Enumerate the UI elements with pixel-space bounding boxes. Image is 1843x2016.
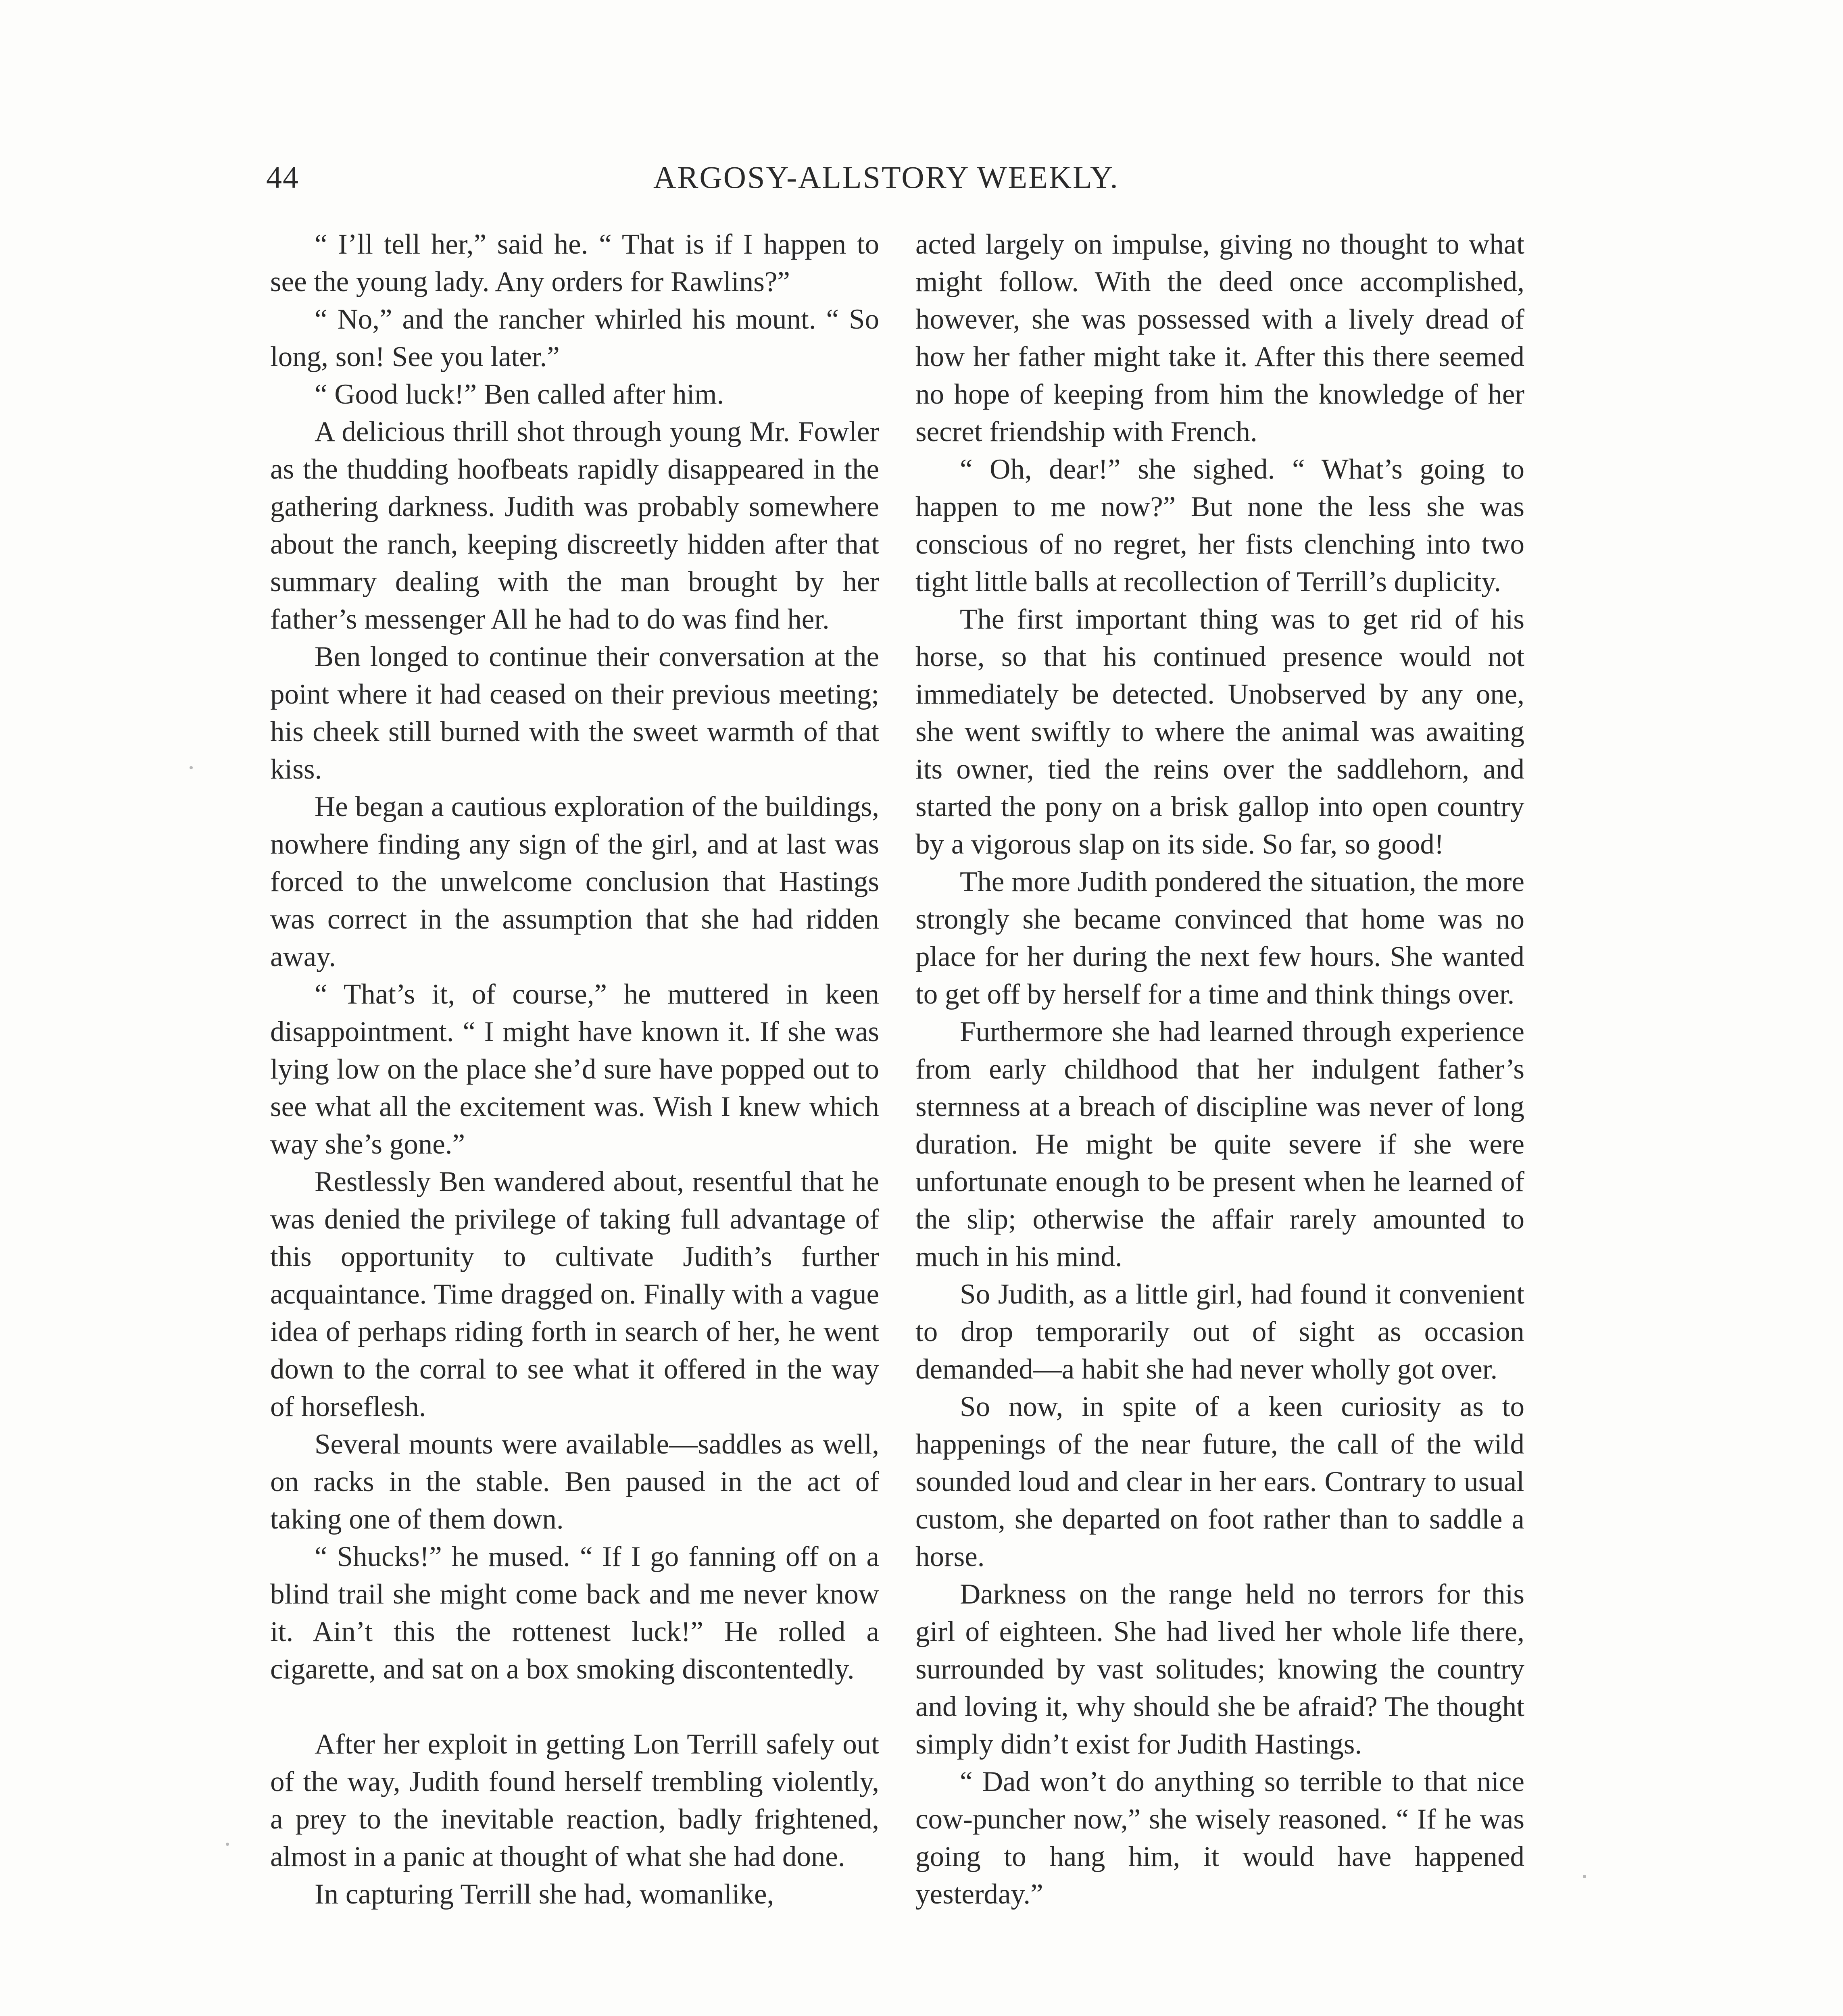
paragraph: So now, in spite of a keen curiosity as to happenings of the near future, the call of the wild sounded loud and clear in her ears. Contrary to usual custom, she departed on foot rather than to saddle a horse. [915,1391,1524,1572]
paragraph: “ That’s it, of course,” he muttered in keen disappointment. “ I might have known it. If she was lying low on the place she’d sure have popped out to see what all the excitement was. Wish I knew which way she’s gone.” [270,979,879,1160]
paragraph: Restlessly Ben wandered about, resentful that he was denied the privilege of taking full advantage of this opportunity to cultivate Judith’s further acquaintance. Time dragged on. Finally with a vague idea of perhaps riding forth in search of her, he went down to the corral to see what it offered in the way of horseflesh. [270,1166,879,1422]
paragraph: The more Judith pondered the situation, the more strongly she became convinced that home was no place for her during the next few hours. She wanted to get off by herself for a time and think things over. [915,866,1524,1010]
paragraph: Furthermore she had learned through experience from early childhood that her indulgent father’s sternness at a breach of discipline was never of long duration. He might be quite severe if she were unfortunate enough to be present when he learned of the slip; otherwise the affair rarely amounted to much in his mind. [915,1016,1524,1272]
left-text-column [270,226,879,1913]
paragraph: “ Dad won’t do anything so terrible to that nice cow-puncher now,” she wisely reasoned. “ If he was going to hang him, it would have happened yesterday.” [915,1766,1524,1910]
paragraph: So Judith, as a little girl, had found it convenient to drop temporarily out of sight as occasion demanded—a habit she had never wholly got over. [915,1279,1524,1385]
paragraph: “ Shucks!” he mused. “ If I go fanning off on a blind trail she might come back and me never know it. Ain’t this the rottenest luck!” He rolled a cigarette, and sat on a box smoking discontentedly. [270,1541,879,1685]
paragraph: After her exploit in getting Lon Terrill safely out of the way, Judith found herself trembling violently, a prey to the inevitable reaction, badly frightened, almost in a panic at thought of what she had done. [270,1729,879,1872]
paper-speck [1583,1875,1586,1878]
paragraph: “ No,” and the rancher whirled his mount. “ So long, son! See you later.” [270,304,879,373]
paragraph: “ Good luck!” Ben called after him. [315,379,724,410]
page-header [266,159,1565,204]
page-number: 44 [266,160,299,195]
paragraph: “ Oh, dear!” she sighed. “ What’s going to happen to me now?” But none the less she was conscious of no regret, her fists clenching into two tight little balls at recollection of Terrill’s duplicity. [915,454,1524,598]
running-head: ARGOSY-ALLSTORY WEEKLY. [653,160,1119,195]
paragraph: In capturing Terrill she had, womanlike, [315,1879,774,1910]
paragraph: A delicious thrill shot through young Mr. Fowler as the thudding hoofbeats rapidly disappeared in the gathering darkness. Judith was probably somewhere about the ranch, keeping discreetly hidden after that summary dealing with the man brought by her father’s messenger All he had to do was find her. [270,416,879,635]
right-text-column [915,226,1524,1913]
paragraph: Several mounts were available—saddles as well, on racks in the stable. Ben paused in the act of taking one of them down. [270,1429,879,1535]
paper-speck [190,766,193,769]
paragraph: Ben longed to continue their conversation at the point where it had ceased on their previous meeting; his cheek still burned with the sweet warmth of that kiss. [270,641,879,785]
paragraph: He began a cautious exploration of the buildings, nowhere finding any sign of the girl, and at last was forced to the unwelcome conclusion that Hastings was correct in the assumption that she had ridden away. [270,791,879,973]
paragraph: The first important thing was to get rid of his horse, so that his continued presence would not immediately be detected. Unobserved by any one, she went swiftly to where the animal was awaiting its owner, tied the reins over the saddlehorn, and started the pony on a brisk gallop into open country by a vigorous slap on its side. So far, so good! [915,604,1524,860]
paragraph: “ I’ll tell her,” said he. “ That is if I happen to see the young lady. Any orders for Rawlins?” [270,229,879,298]
paper-speck [226,1843,229,1846]
paragraph: Darkness on the range held no terrors for this girl of eighteen. She had lived her whole life there, surrounded by vast solitudes; knowing the country and loving it, why should she be afraid? The thought simply didn’t exist for Judith Hastings. [915,1579,1524,1760]
paragraph: acted largely on impulse, giving no thought to what might follow. With the deed once accomplished, however, she was possessed with a lively dread of how her father might take it. After this there seemed no hope of keeping from him the knowledge of her secret friendship with French. [915,229,1524,448]
